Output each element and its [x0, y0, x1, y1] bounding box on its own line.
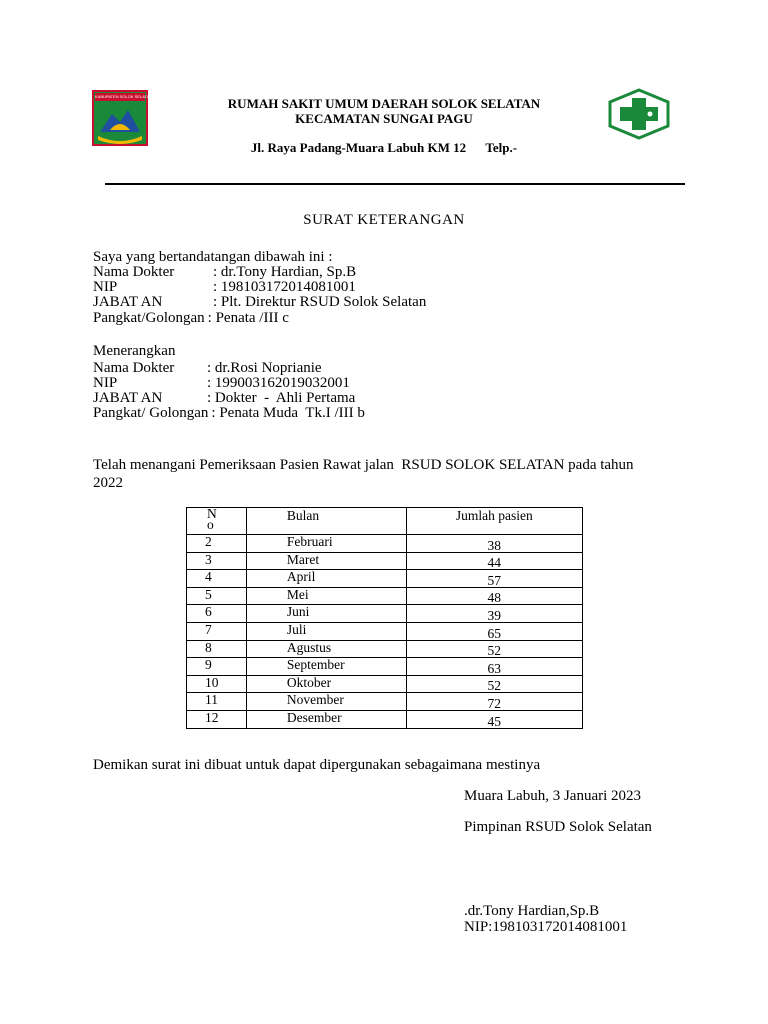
signer-nip-value: : 198103172014081001: [213, 279, 356, 295]
signer-jabatan-value: : Plt. Direktur RSUD Solok Selatan: [213, 294, 427, 310]
table-header-row: [187, 508, 583, 535]
table-row: [187, 710, 583, 728]
table-row: [187, 658, 583, 676]
row-no: 9: [187, 658, 247, 676]
hospital-name: RUMAH SAKIT UMUM DAERAH SOLOK SELATAN: [227, 96, 541, 111]
row-bulan: Juli: [246, 622, 406, 640]
table-row: [187, 570, 583, 588]
row-bulan: Juni: [246, 605, 406, 623]
row-no: 3: [187, 552, 247, 570]
row-no: 10: [187, 675, 247, 693]
row-bulan: November: [246, 693, 406, 711]
row-no: 7: [187, 622, 247, 640]
header-divider: [105, 183, 685, 185]
table-row: [187, 587, 583, 605]
row-jumlah: 63: [406, 658, 582, 676]
row-jumlah: 44: [406, 552, 582, 570]
row-jumlah: 52: [406, 640, 582, 658]
col-jumlah-header: Jumlah pasien: [406, 508, 582, 535]
table-row: [187, 640, 583, 658]
row-bulan: Oktober: [246, 675, 406, 693]
menerangkan-text: Menerangkan: [93, 343, 176, 359]
col-no-header: [187, 508, 247, 535]
row-jumlah: 48: [406, 587, 582, 605]
signer-pangkat-value: : Penata /III c: [207, 310, 289, 326]
table-row: [187, 675, 583, 693]
subject-jabatan-label: JABAT AN: [93, 390, 163, 406]
row-jumlah: 72: [406, 693, 582, 711]
row-bulan: Februari: [246, 535, 406, 553]
district-name: KECAMATAN SUNGAI PAGU: [295, 111, 473, 126]
table-row: [187, 622, 583, 640]
signer-name-label: Nama Dokter: [93, 264, 175, 280]
subject-pangkat-label: Pangkat/ Golongan: [93, 405, 209, 421]
row-no: 4: [187, 570, 247, 588]
table-row: [187, 693, 583, 711]
row-bulan: Agustus: [246, 640, 406, 658]
subject-pangkat-value: : Penata Muda Tk.I /III b: [211, 405, 365, 421]
signer-nip-label: NIP: [93, 279, 118, 295]
row-no: 11: [187, 693, 247, 711]
signer-pangkat-label: Pangkat/Golongan: [93, 310, 205, 326]
regency-logo-text: KABUPATEN SOLOK SELATAN: [95, 94, 153, 99]
health-cross-logo: [608, 88, 670, 140]
intro-text: Saya yang bertandatangan dibawah ini :: [93, 249, 333, 265]
signature-name: .dr.Tony Hardian,Sp.B: [464, 903, 600, 919]
row-no: 6: [187, 605, 247, 623]
row-bulan: September: [246, 658, 406, 676]
table-row: [187, 552, 583, 570]
row-no: 2: [187, 535, 247, 553]
patients-table: [186, 507, 583, 729]
statement-line-2: 2022: [93, 475, 123, 491]
row-bulan: Desember: [246, 710, 406, 728]
row-jumlah: 57: [406, 570, 582, 588]
letter-title: SURAT KETERANGAN: [303, 212, 465, 228]
row-jumlah: 39: [406, 605, 582, 623]
row-no: 12: [187, 710, 247, 728]
regency-logo: [92, 90, 153, 146]
signer-jabatan-label: JABAT AN: [93, 294, 163, 310]
row-jumlah: 65: [406, 622, 582, 640]
row-bulan: Maret: [246, 552, 406, 570]
hospital-address: Jl. Raya Padang-Muara Labuh KM 12 Telp.-: [250, 140, 518, 155]
row-bulan: Mei: [246, 587, 406, 605]
closing-text: Demikan surat ini dibuat untuk dapat dipergunakan sebagaimana mestinya: [93, 757, 541, 773]
signature-nip: NIP:198103172014081001: [464, 919, 628, 935]
place-date: Muara Labuh, 3 Januari 2023: [464, 788, 642, 804]
signer-position: Pimpinan RSUD Solok Selatan: [464, 819, 652, 835]
subject-nip-label: NIP: [93, 375, 118, 391]
row-jumlah: 45: [406, 710, 582, 728]
row-no: 8: [187, 640, 247, 658]
col-bulan-header: Bulan: [246, 508, 406, 535]
table-row: [187, 605, 583, 623]
subject-name-value: : dr.Rosi Noprianie: [207, 360, 322, 376]
row-no: 5: [187, 587, 247, 605]
row-jumlah: 38: [406, 535, 582, 553]
col-no-header-line1: N: [207, 506, 217, 521]
signer-name-value: : dr.Tony Hardian, Sp.B: [213, 264, 357, 280]
row-bulan: April: [246, 570, 406, 588]
subject-name-label: Nama Dokter: [93, 360, 175, 376]
statement-line-1: Telah menangani Pemeriksaan Pasien Rawat jalan RSUD SOLOK SELATAN pada tahun: [93, 457, 634, 473]
row-jumlah: 52: [406, 675, 582, 693]
subject-nip-value: : 199003162019032001: [207, 375, 350, 391]
table-row: [187, 535, 583, 553]
col-no-header-line2: o: [207, 517, 214, 532]
subject-jabatan-value: : Dokter - Ahli Pertama: [207, 390, 356, 406]
